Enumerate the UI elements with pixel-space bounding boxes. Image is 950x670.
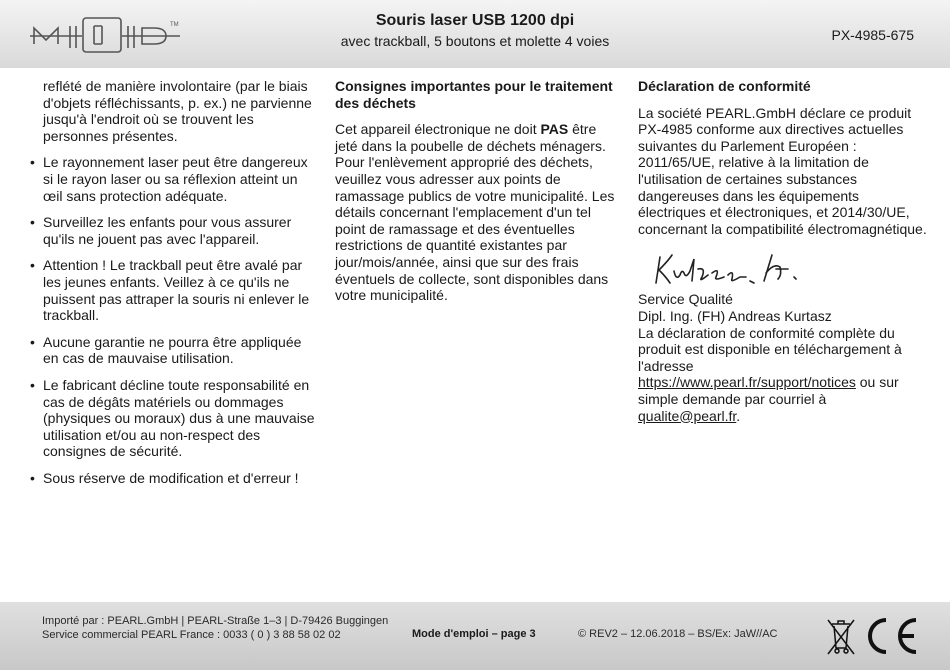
safety-bullet-item (30, 334, 315, 367)
page-footer (0, 602, 950, 670)
document-title: Souris laser USB 1200 dpi (375, 12, 575, 29)
bullet-dot: • (30, 469, 35, 486)
quality-email-link[interactable]: qualite@pearl.fr (638, 407, 737, 424)
email-period: . (736, 407, 741, 424)
safety-bullet-item (30, 154, 315, 204)
bullet-text: Le fabricant décline toute responsabilité en cas de dégâts matériels ou dommages (physiques ou moraux) dus à une mauvaise utilisation et/ou au non-respect des consignes de sécurité. (43, 376, 315, 460)
signatory-name: Dipl. Ing. (FH) Andreas Kurtasz (638, 307, 832, 324)
svg-text:TM: TM (170, 22, 179, 28)
bullet-text: Aucune garantie ne pourra être appliquée en cas de mauvaise utilisation. (43, 333, 302, 367)
column-waste (335, 78, 620, 314)
column-conformity (638, 78, 928, 424)
page-label: Mode d'emploi – page 3 (412, 628, 536, 640)
bullet-dot: • (30, 257, 35, 274)
signatory-department: Service Qualité (638, 291, 733, 308)
bullet-text: Attention ! Le trackball peut être avalé par les jeunes enfants. Veillez à ce qu'ils ne puissent pas attraper la souris ni enlever le trackball. (43, 257, 310, 324)
document-subtitle: avec trackball, 5 boutons et molette 4 voies (340, 33, 610, 49)
weee-bin-icon (826, 616, 856, 656)
bullet-dot: • (30, 333, 35, 350)
safety-bullet-item (30, 470, 315, 487)
safety-bullets (30, 154, 315, 486)
signature-icon (654, 247, 814, 287)
safety-bullet-item (30, 377, 315, 460)
conformity-heading: Déclaration de conformité (638, 78, 811, 94)
page-header (0, 0, 950, 68)
download-text: La déclaration de conformité complète du produit est disponible en téléchargement à l'adresse (638, 324, 902, 374)
product-code: PX-4985-675 (831, 27, 914, 43)
ce-mark-icon (862, 616, 920, 656)
waste-text-end: être jeté dans la poubelle de déchets ménagers. Pour l'enlèvement approprié des déchets, veuillez vous adresser aux points de ramassage publics de votre municipalité. Les détails concernant l'emplacement d'un tel point de ramassage et des éventuelles restrictions de quantité existantes par jour/mois/année, ainsi que sur des frais éventuels de collecte, sont disponibles dans votre municipalité. (335, 121, 615, 304)
waste-text-bold: PAS (540, 121, 569, 138)
safety-bullet-item (30, 214, 315, 247)
bullet-text: Surveillez les enfants pour vous assurer qu'ils ne jouent pas avec l'appareil. (43, 214, 292, 247)
bullet-text: Sous réserve de modification et d'erreur ! (43, 469, 299, 486)
waste-paragraph (335, 121, 620, 304)
bullet-text: Le rayonnement laser peut être dangereux si le rayon laser ou sa réflexion atteint un œil sans protection adéquate. (43, 154, 308, 204)
waste-heading: Consignes importantes pour le traitement des déchets (335, 78, 613, 111)
safety-intro: reflété de manière involontaire (par le biais d'objets réfléchissants, p. ex.) ne parvienne jusqu'à l'endroit où se trouvent les personnes présentes. (43, 78, 312, 144)
revision-info: © REV2 – 12.06.2018 – BS/Ex: JaW//AC (578, 628, 778, 640)
waste-text-start: Cet appareil électronique ne doit (335, 121, 541, 138)
notices-link[interactable]: https://www.pearl.fr/support/notices (638, 374, 856, 391)
column-safety (30, 78, 315, 496)
importer-info: Importé par : PEARL.GmbH | PEARL-Straße 1–3 | D-79426 Buggingen (42, 615, 389, 627)
after-link-text: ou sur simple demande par courriel à (638, 374, 899, 407)
safety-bullet-item (30, 257, 315, 323)
bullet-dot: • (30, 376, 35, 393)
bullet-dot: • (30, 154, 35, 171)
service-info: Service commercial PEARL France : 0033 ( 0 ) 3 88 58 02 02 (42, 629, 341, 641)
declaration-download-text (638, 325, 928, 425)
conformity-paragraph: La société PEARL.GmbH déclare ce produit PX-4985 conforme aux directives actuelles suivantes du Parlement Européen : 2011/65/UE, relative à la limitation de l'utilisation de certaines substances dangereuses dans les équipements électriques et électroniques, et 2014/30/UE, concernant la compatibilité électromagnétique. (638, 104, 927, 237)
bullet-dot: • (30, 214, 35, 231)
mid-logo-icon (30, 12, 190, 56)
